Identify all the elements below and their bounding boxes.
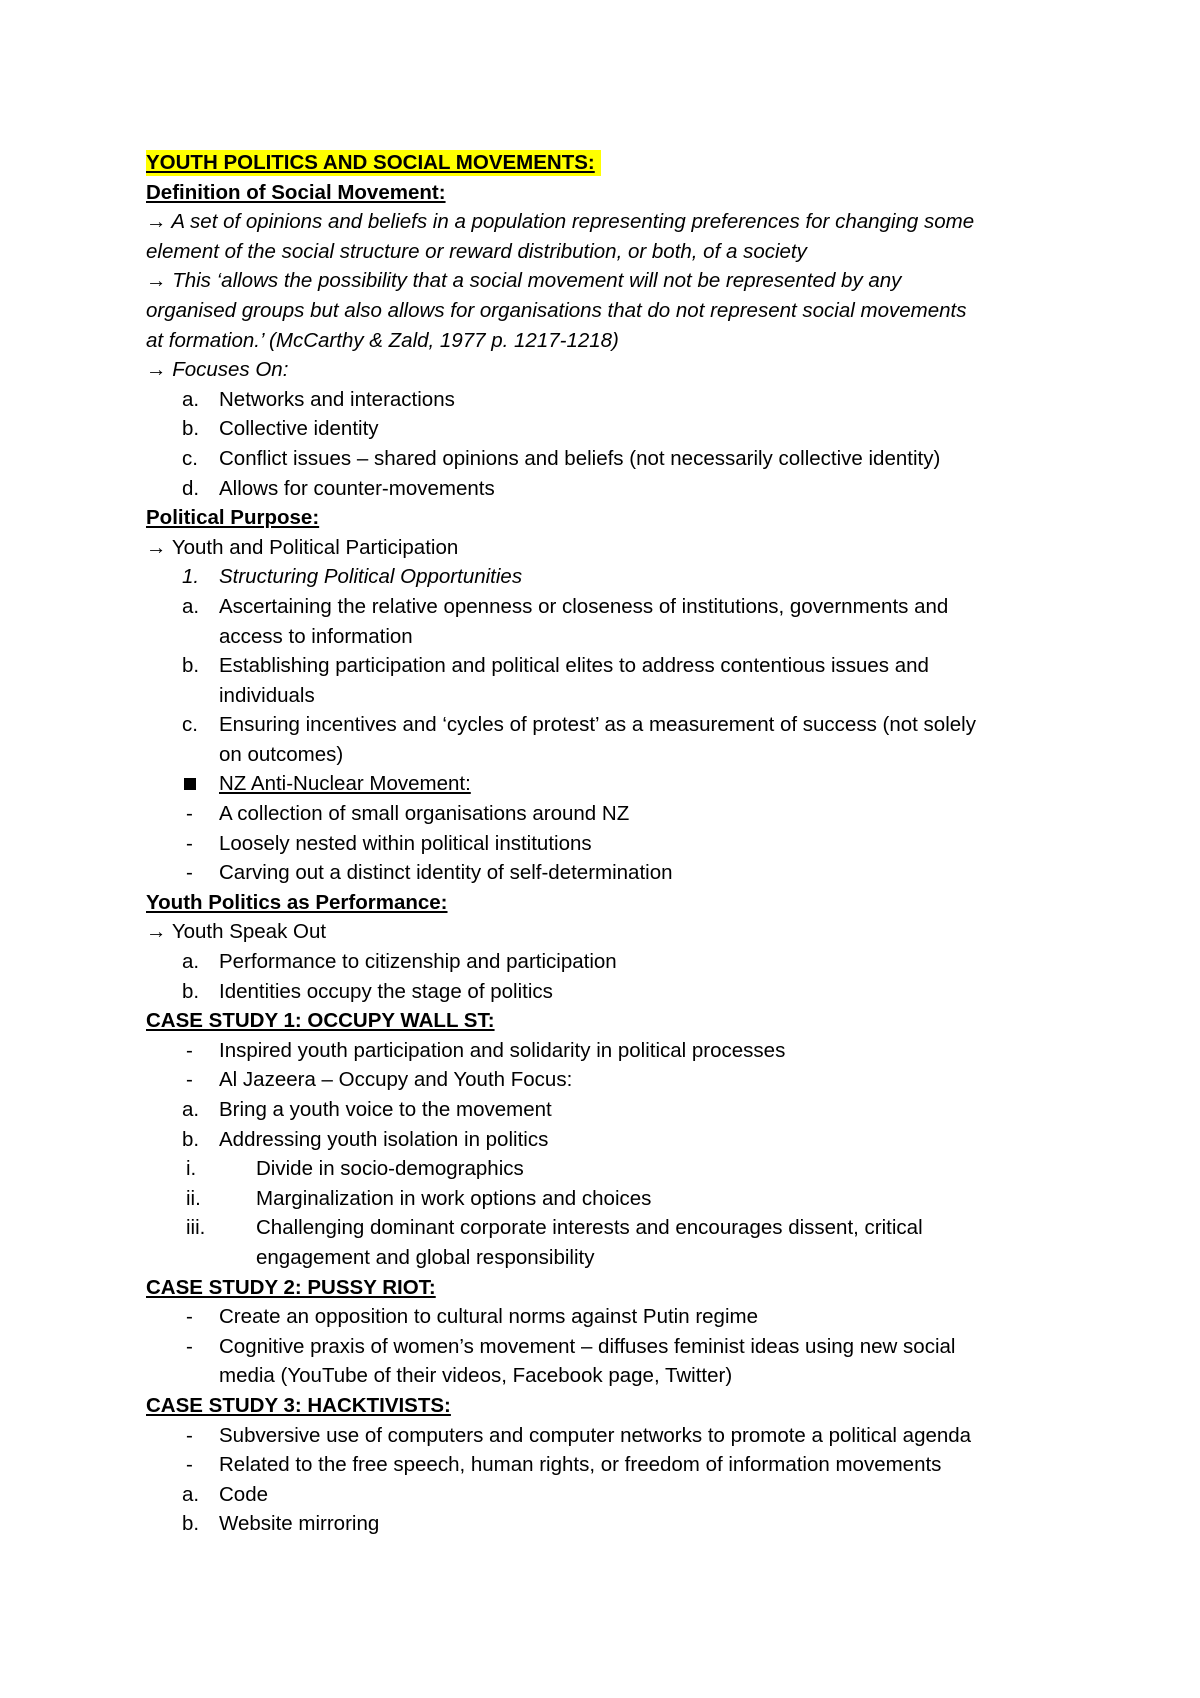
section-heading-performance: Youth Politics as Performance: bbox=[146, 890, 448, 914]
performance-intro: → Youth Speak Out bbox=[146, 920, 327, 944]
political-purpose-intro: → Youth and Political Participation bbox=[146, 535, 459, 559]
definition-text: → A set of opinions and beliefs in a population representing preferences for changing some bbox=[146, 210, 975, 234]
list-item: a. Networks and interactions bbox=[182, 387, 455, 411]
dash-item: - Al Jazeera – Occupy and Youth Focus: bbox=[186, 1068, 573, 1092]
list-item: a. Bring a youth voice to the movement bbox=[182, 1098, 552, 1121]
list-item: b. Collective identity bbox=[182, 417, 379, 441]
dash-item-continuation: media (YouTube of their videos, Facebook page, Twitter) bbox=[219, 1364, 733, 1388]
list-item: a. Ascertaining the relative openness or closeness of institutions, governments and bbox=[182, 594, 949, 618]
numbered-item: 1. Structuring Political Opportunities bbox=[182, 565, 523, 589]
definition-text: → This ‘allows the possibility that a social movement will not be represented by any bbox=[146, 269, 902, 293]
definition-text: element of the social structure or reward distribution, or both, of a society bbox=[146, 239, 807, 263]
dash-item: - Create an opposition to cultural norms against Putin regime bbox=[186, 1305, 758, 1329]
list-item: b. Website mirroring bbox=[182, 1512, 380, 1536]
dash-item: - Related to the free speech, human rights, or freedom of information movements bbox=[186, 1453, 942, 1477]
list-item: b. Establishing participation and political elites to address contentious issues and bbox=[182, 654, 929, 678]
dash-item: - Carving out a distinct identity of self-determination bbox=[186, 861, 673, 885]
section-heading-case-2: CASE STUDY 2: PUSSY RIOT: bbox=[146, 1275, 436, 1299]
dash-item: - Loosely nested within political institutions bbox=[186, 831, 592, 855]
list-item-continuation: access to information bbox=[219, 624, 413, 648]
list-item: b. Identities occupy the stage of politics bbox=[182, 979, 553, 1003]
document-title: YOUTH POLITICS AND SOCIAL MOVEMENTS: bbox=[146, 150, 601, 176]
roman-item: iii. Challenging dominant corporate interests and encourages dissent, critical bbox=[186, 1216, 923, 1240]
list-item: c. Ensuring incentives and ‘cycles of protest’ as a measurement of success (not solely bbox=[182, 713, 976, 737]
square-bullet-icon bbox=[184, 778, 196, 790]
section-heading-case-1: CASE STUDY 1: OCCUPY WALL ST: bbox=[146, 1009, 495, 1033]
list-item-continuation: individuals bbox=[219, 683, 315, 707]
dash-item: - A collection of small organisations around NZ bbox=[186, 802, 630, 826]
document-page bbox=[146, 148, 1086, 1539]
list-item: a. Code bbox=[182, 1482, 269, 1506]
list-item: d. Allows for counter-movements bbox=[182, 476, 495, 500]
roman-item-continuation: engagement and global responsibility bbox=[256, 1245, 595, 1269]
section-heading-case-3: CASE STUDY 3: HACKTIVISTS: bbox=[146, 1393, 451, 1417]
list-item: b. Addressing youth isolation in politics bbox=[182, 1127, 549, 1151]
list-item: a. Performance to citizenship and participation bbox=[182, 950, 617, 974]
nz-subheading: NZ Anti-Nuclear Movement: bbox=[146, 769, 1086, 799]
dash-item: - Inspired youth participation and solidarity in political processes bbox=[186, 1038, 786, 1062]
section-heading-political-purpose: Political Purpose: bbox=[146, 506, 320, 530]
list-item: c. Conflict issues – shared opinions and beliefs (not necessarily collective identity) bbox=[182, 446, 941, 470]
focuses-on-label: → Focuses On: bbox=[146, 358, 289, 382]
roman-item: i. Divide in socio-demographics bbox=[186, 1157, 524, 1181]
list-item-continuation: on outcomes) bbox=[219, 742, 344, 766]
roman-item: ii. Marginalization in work options and choices bbox=[186, 1186, 652, 1210]
definition-text: organised groups but also allows for organisations that do not represent social movements bbox=[146, 298, 967, 322]
definition-text: at formation.’ (McCarthy & Zald, 1977 p. 1217-1218) bbox=[146, 328, 619, 352]
section-heading-definition: Definition of Social Movement: bbox=[146, 180, 446, 204]
dash-item: - Subversive use of computers and computer networks to promote a political agenda bbox=[186, 1423, 972, 1447]
dash-item: - Cognitive praxis of women’s movement – diffuses feminist ideas using new social bbox=[186, 1334, 956, 1358]
